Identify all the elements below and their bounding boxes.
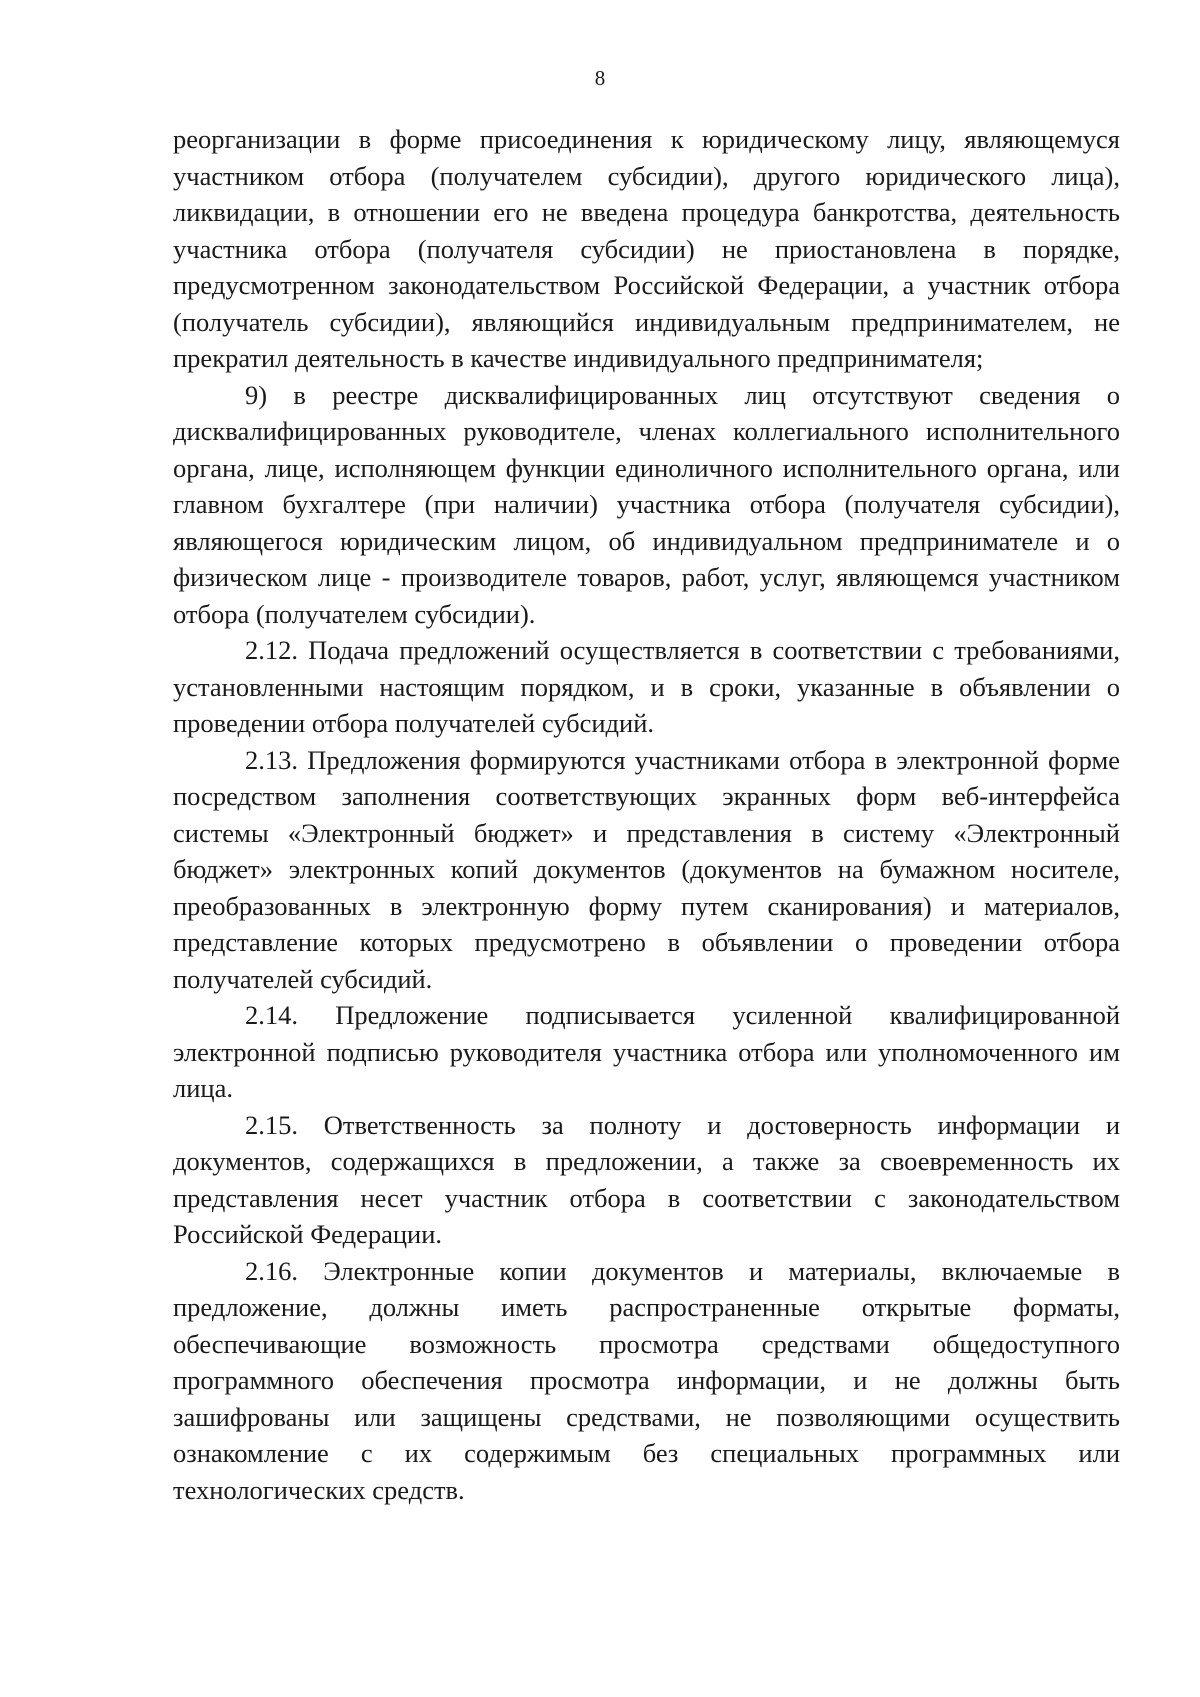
paragraph-2-12: 2.12. Подача предложений осуществляется в соответствии с требованиями, установленными настоящим порядком, и в сроки, указанные в объявлении о проведении отбора получателей субсидий. — [173, 635, 1120, 738]
paragraph-continuation: реорганизации в форме присоединения к юридическому лицу, являющемуся участником отбора (получателем субсидии), другого юридического лица), ликвидации, в отношении его не введена процедура банкротства, деятельность участника отбора (получателя субсидии) не приостановлена в порядке, предусмотренном законодательством Российской Федерации, а участник отбора (получатель субсидии), являющийся индивидуальным предпринимателем, не прекратил деятельность в качестве индивидуального предпринимателя; — [173, 124, 1120, 373]
page-number: 8 — [594, 66, 606, 90]
document-body — [173, 121, 1120, 1508]
paragraph-item-9: 9) в реестре дисквалифицированных лиц отсутствуют сведения о дисквалифицированных руководителе, членах коллегиального исполнительного органа, лице, исполняющем функции единоличного исполнительного органа, или главном бухгалтере (при наличии) участника отбора (получателя субсидии), являющегося юридическим лицом, об индивидуальном предпринимателе и о физическом лице - производителе товаров, работ, услуг, являющемся участником отбора (получателем субсидии). — [173, 379, 1120, 629]
paragraph-2-16: 2.16. Электронные копии документов и материалы, включаемые в предложение, должны иметь распространенные открытые форматы, обеспечивающие возможность просмотра средствами общедоступного программного обеспечения просмотра информации, и не должны быть зашифрованы или защищены средствами, не позволяющими осуществить ознакомление с их содержимым без специальных программных или технологических средств. — [173, 1255, 1120, 1505]
paragraph-2-13: 2.13. Предложения формируются участниками отбора в электронной форме посредством заполнения соответствующих экранных форм веб-интерфейса системы «Электронный бюджет» и представления в систему «Электронный бюджет» электронных копий документов (документов на бумажном носителе, преобразованных в электронную форму путем сканирования) и материалов, представление которых предусмотрено в объявлении о проведении отбора получателей субсидий. — [173, 744, 1120, 994]
paragraph-2-14: 2.14. Предложение подписывается усиленной квалифицированной электронной подписью руководителя участника отбора или уполномоченного им лица. — [173, 1000, 1120, 1103]
paragraph-2-15: 2.15. Ответственность за полноту и достоверность информации и документов, содержащихся в предложении, а также за своевременность их представления несет участник отбора в соответствии с законодательством Российской Федерации. — [173, 1109, 1120, 1249]
